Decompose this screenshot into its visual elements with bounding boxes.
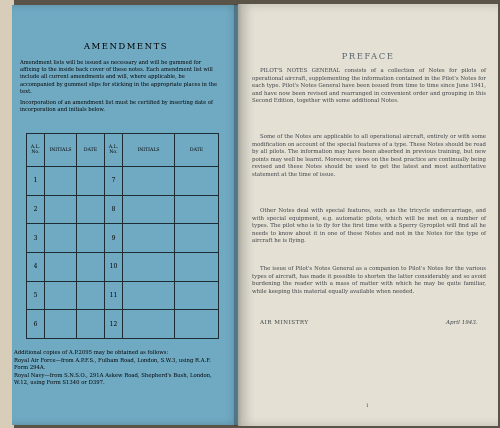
header-date: DATE bbox=[175, 134, 219, 167]
table-row bbox=[27, 195, 219, 224]
al-number: 2 bbox=[27, 195, 45, 224]
preface-date: April 1943. bbox=[446, 320, 478, 326]
al-number: 4 bbox=[27, 252, 45, 281]
al-number: 11 bbox=[105, 281, 123, 310]
al-number: 7 bbox=[105, 167, 123, 196]
al-number: 12 bbox=[105, 310, 123, 339]
page-number: 1 bbox=[366, 404, 369, 409]
availability-navy: Royal Navy—from S.N.S.O., 291A Askew Road, Shepherd's Bush, London, W.12, using Form S1340 or D397. bbox=[14, 372, 212, 386]
amendments-table bbox=[26, 133, 219, 339]
preface-paragraph-1: PILOT'S NOTES GENERAL consists of a collection of Notes for pilots of operational aircraft, supplementing the information contained in the Pilot's Notes for each type. Pilot's Notes General have been issued from time to time since June 1941, and have now been revised and rearranged in convenient order and grouping in this Second Edition, together with some additional Notes. bbox=[252, 68, 486, 105]
amendments-title: AMENDMENTS bbox=[83, 42, 169, 52]
al-number: 10 bbox=[105, 252, 123, 281]
date-cell bbox=[175, 252, 219, 281]
initials-cell bbox=[45, 252, 77, 281]
date-cell bbox=[175, 310, 219, 339]
amendments-paragraph-1: Amendment lists will be issued as necessary and will be gummed for affixing to the inside back cover of these notes. Each amendment list will include all current amendments and will, where applicable, be accompanied by gummed slips for sticking in the appropriate places in the text. bbox=[20, 60, 218, 95]
initials-cell bbox=[123, 310, 175, 339]
initials-cell bbox=[45, 281, 77, 310]
table-row bbox=[27, 281, 219, 310]
header-al-no: A.L. No. bbox=[27, 134, 45, 167]
preface-paragraph-3: Other Notes deal with special features, such as the tricycle undercarriage, and with special equipment, e.g. automatic pilots, which will be met on a number of types. The pilot who is to fly for the first time with a Sperry Gyropilot will find all he needs to know about it in one of these Notes and not in the Notes for the type of aircraft he is flying. bbox=[252, 208, 486, 245]
initials-cell bbox=[123, 224, 175, 253]
date-cell bbox=[77, 224, 105, 253]
header-initials: INITIALS bbox=[45, 134, 77, 167]
availability-intro: Additional copies of A.P.2095 may be obtained as follows: bbox=[14, 350, 169, 356]
table-row bbox=[27, 224, 219, 253]
date-cell bbox=[77, 310, 105, 339]
initials-cell bbox=[123, 252, 175, 281]
date-cell bbox=[77, 281, 105, 310]
initials-cell bbox=[45, 310, 77, 339]
table-row bbox=[27, 252, 219, 281]
date-cell bbox=[175, 195, 219, 224]
amendments-paragraph-2: Incorporation of an amendment list must be certified by inserting date of incorporation and initials below. bbox=[20, 100, 213, 114]
al-number: 6 bbox=[27, 310, 45, 339]
al-number: 3 bbox=[27, 224, 45, 253]
initials-cell bbox=[123, 281, 175, 310]
preface-title: PREFACE bbox=[341, 52, 395, 62]
header-date: DATE bbox=[77, 134, 105, 167]
header-al-no: A.L. No. bbox=[105, 134, 123, 167]
book-gutter bbox=[234, 4, 242, 426]
availability-raf: Royal Air Force—from A.P.F.S., Fulham Road, London, S.W.3, using R.A.F. Form 294A. bbox=[14, 357, 211, 371]
al-number: 5 bbox=[27, 281, 45, 310]
al-number: 9 bbox=[105, 224, 123, 253]
table-row bbox=[27, 167, 219, 196]
initials-cell bbox=[123, 195, 175, 224]
initials-cell bbox=[45, 195, 77, 224]
date-cell bbox=[77, 167, 105, 196]
date-cell bbox=[77, 252, 105, 281]
date-cell bbox=[175, 281, 219, 310]
table-row bbox=[27, 310, 219, 339]
date-cell bbox=[175, 167, 219, 196]
al-number: 8 bbox=[105, 195, 123, 224]
initials-cell bbox=[45, 167, 77, 196]
header-initials: INITIALS bbox=[123, 134, 175, 167]
preface-paragraph-4: The issue of Pilot's Notes General as a companion to Pilot's Notes for the various types of aircraft, has made it possible to shorten the latter considerably and so avoid burdening the reader with a mass of matter with which he may be quite familiar, while keeping this material equally available when needed. bbox=[252, 266, 486, 295]
initials-cell bbox=[45, 224, 77, 253]
initials-cell bbox=[123, 167, 175, 196]
table-header-row bbox=[27, 134, 219, 167]
date-cell bbox=[175, 224, 219, 253]
date-cell bbox=[77, 195, 105, 224]
additional-copies-info bbox=[14, 350, 226, 388]
preface-paragraph-2: Some of the Notes are applicable to all operational aircraft, entirely or with some modification on account of the special features of a type. These Notes should be read by all pilots. The information may have been absorbed in previous training, but new points may well be learnt. Moreover, views on the best practice are continually being revised and these Notes should be used to get the latest and most authoritative statement at the time of issue. bbox=[252, 134, 486, 178]
al-number: 1 bbox=[27, 167, 45, 196]
signature-air-ministry: AIR MINISTRY bbox=[260, 320, 309, 326]
